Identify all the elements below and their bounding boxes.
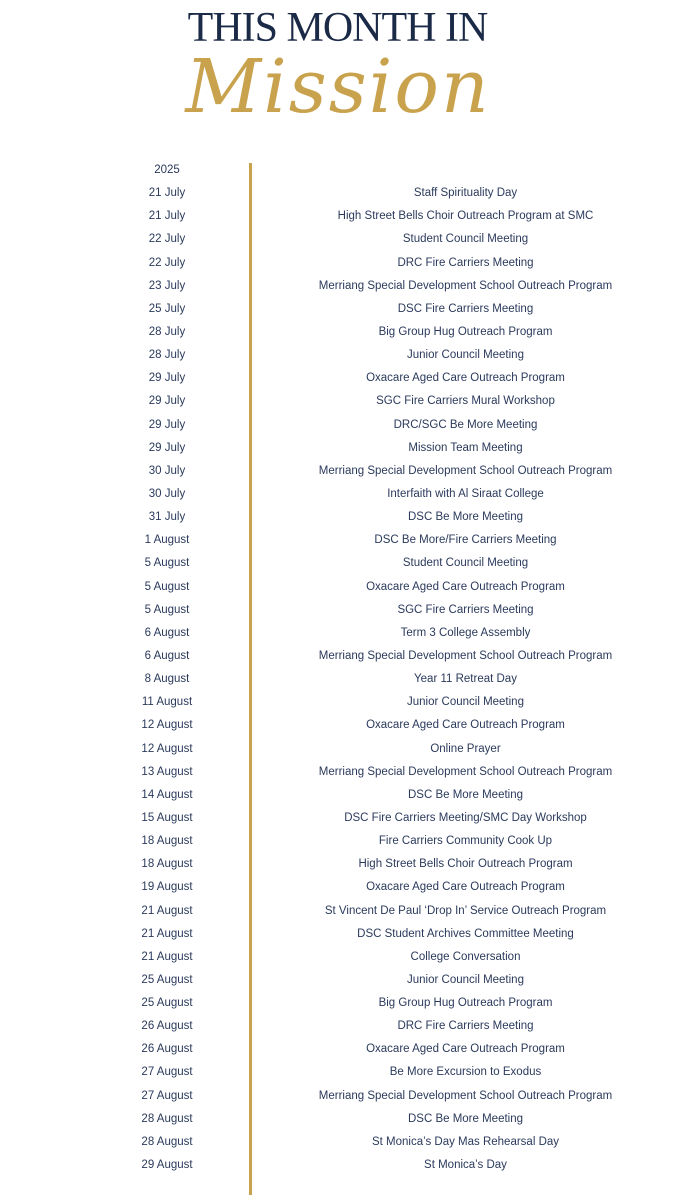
- event-name: Merriang Special Development School Outreach Program: [318, 765, 613, 778]
- event-name: DSC Student Archives Committee Meeting: [357, 927, 574, 940]
- event-date: 25 July: [148, 302, 186, 315]
- event-date: 18 August: [141, 835, 193, 848]
- event-date: 29 August: [141, 1159, 193, 1172]
- event-row: [0, 992, 675, 1015]
- event-row: [0, 275, 675, 298]
- event-name: Oxacare Aged Care Outreach Program: [366, 719, 565, 732]
- event-name: Big Group Hug Outreach Program: [378, 997, 553, 1010]
- event-name: Junior Council Meeting: [407, 973, 524, 986]
- event-row: [0, 691, 675, 714]
- event-date: 28 July: [148, 349, 186, 362]
- event-date: 14 August: [141, 788, 193, 801]
- event-date: 28 August: [141, 1135, 193, 1148]
- event-date: 1 August: [144, 534, 190, 547]
- event-name: Junior Council Meeting: [407, 696, 524, 709]
- event-name: Oxacare Aged Care Outreach Program: [366, 881, 565, 894]
- event-name: DSC Fire Carriers Meeting/SMC Day Workshop: [344, 811, 587, 824]
- event-date: 25 August: [141, 973, 193, 986]
- event-row: [0, 900, 675, 923]
- event-name: DSC Fire Carriers Meeting: [397, 302, 534, 315]
- event-name: SGC Fire Carriers Meeting: [397, 603, 534, 616]
- event-date: 6 August: [144, 626, 190, 639]
- event-row: [0, 622, 675, 645]
- event-date: 12 August: [141, 742, 193, 755]
- event-row: [0, 738, 675, 761]
- event-row: [0, 506, 675, 529]
- event-name: SGC Fire Carriers Mural Workshop: [376, 395, 555, 408]
- event-name: DRC/SGC Be More Meeting: [393, 418, 538, 431]
- event-row: [0, 298, 675, 321]
- event-date: 6 August: [144, 649, 190, 662]
- event-date: 18 August: [141, 858, 193, 871]
- event-name: Fire Carriers Community Cook Up: [378, 835, 553, 848]
- event-date: 11 August: [141, 696, 193, 709]
- event-row: [0, 576, 675, 599]
- event-row: [0, 483, 675, 506]
- event-name: St Monica’s Day: [424, 1159, 507, 1172]
- event-date: 30 July: [148, 464, 186, 477]
- event-date: 5 August: [144, 580, 190, 593]
- event-name: High Street Bells Choir Outreach Program at SMC: [337, 210, 594, 223]
- mission-script-text: Mission: [185, 44, 491, 130]
- event-name: Student Council Meeting: [402, 557, 529, 570]
- event-row: [0, 1061, 675, 1084]
- event-row: [0, 344, 675, 367]
- event-name: Year 11 Retreat Day: [414, 673, 517, 686]
- event-row: [0, 784, 675, 807]
- event-row: [0, 668, 675, 691]
- event-row: [0, 1154, 675, 1177]
- event-name: Mission Team Meeting: [408, 441, 523, 454]
- event-row: [0, 645, 675, 668]
- event-name: DRC Fire Carriers Meeting: [397, 1020, 534, 1033]
- event-date: 29 July: [148, 441, 186, 454]
- event-name: Staff Spirituality Day: [413, 187, 518, 200]
- event-date: 22 July: [148, 256, 186, 269]
- event-row: [0, 390, 675, 413]
- event-name: Merriang Special Development School Outreach Program: [318, 279, 613, 292]
- event-date: 31 July: [148, 511, 186, 524]
- mission-script-title: [0, 0, 675, 160]
- event-row: [0, 228, 675, 251]
- event-date: 29 July: [148, 418, 186, 431]
- event-date: 12 August: [141, 719, 193, 732]
- event-row: [0, 414, 675, 437]
- event-row: [0, 853, 675, 876]
- event-row: [0, 1038, 675, 1061]
- events-list: [0, 159, 675, 1177]
- event-name: DRC Fire Carriers Meeting: [397, 256, 534, 269]
- event-name: DSC Be More Meeting: [407, 1112, 524, 1125]
- event-row: [0, 182, 675, 205]
- event-name: DSC Be More Meeting: [407, 511, 524, 524]
- event-date: 29 July: [148, 372, 186, 385]
- year-row: [0, 159, 675, 182]
- event-row: [0, 367, 675, 390]
- event-name: St Vincent De Paul ‘Drop In’ Service Outreach Program: [324, 904, 607, 917]
- event-date: 27 August: [141, 1066, 193, 1079]
- event-row: [0, 876, 675, 899]
- event-name: St Monica’s Day Mas Rehearsal Day: [371, 1135, 560, 1148]
- event-row: [0, 205, 675, 228]
- event-name: Online Prayer: [430, 742, 501, 755]
- event-name: Big Group Hug Outreach Program: [378, 325, 553, 338]
- event-name: Merriang Special Development School Outreach Program: [318, 464, 613, 477]
- event-name: Term 3 College Assembly: [400, 626, 531, 639]
- event-row: [0, 946, 675, 969]
- event-name: Junior Council Meeting: [407, 349, 524, 362]
- event-row: [0, 714, 675, 737]
- year-label: 2025: [154, 164, 180, 176]
- event-name: DSC Be More/Fire Carriers Meeting: [374, 534, 557, 547]
- event-date: 23 July: [148, 279, 186, 292]
- event-date: 30 July: [148, 487, 186, 500]
- event-date: 25 August: [141, 997, 193, 1010]
- event-row: [0, 761, 675, 784]
- event-row: [0, 923, 675, 946]
- event-name: Be More Excursion to Exodus: [389, 1066, 542, 1079]
- event-name: DSC Be More Meeting: [407, 788, 524, 801]
- event-row: [0, 437, 675, 460]
- event-date: 21 August: [141, 927, 193, 940]
- event-row: [0, 1108, 675, 1131]
- event-row: [0, 552, 675, 575]
- page-title: THIS MONTH IN: [187, 5, 488, 51]
- event-row: [0, 1085, 675, 1108]
- event-name: High Street Bells Choir Outreach Program: [358, 858, 573, 871]
- event-row: [0, 1131, 675, 1154]
- event-date: 13 August: [141, 765, 193, 778]
- event-row: [0, 599, 675, 622]
- event-name: Merriang Special Development School Outreach Program: [318, 1089, 613, 1102]
- event-date: 26 August: [141, 1043, 193, 1056]
- event-row: [0, 969, 675, 992]
- event-row: [0, 1015, 675, 1038]
- event-row: [0, 252, 675, 275]
- event-date: 21 August: [141, 950, 193, 963]
- event-name: Student Council Meeting: [402, 233, 529, 246]
- event-date: 28 August: [141, 1112, 193, 1125]
- event-row: [0, 460, 675, 483]
- event-date: 27 August: [141, 1089, 193, 1102]
- event-name: Oxacare Aged Care Outreach Program: [366, 1043, 565, 1056]
- event-date: 21 July: [148, 187, 186, 200]
- event-date: 15 August: [141, 811, 193, 824]
- event-date: 5 August: [144, 603, 190, 616]
- event-date: 8 August: [144, 673, 190, 686]
- event-name: Oxacare Aged Care Outreach Program: [366, 580, 565, 593]
- event-date: 19 August: [141, 881, 193, 894]
- event-row: [0, 830, 675, 853]
- event-date: 28 July: [148, 325, 186, 338]
- event-name: Interfaith with Al Siraat College: [387, 487, 544, 500]
- event-row: [0, 321, 675, 344]
- event-date: 26 August: [141, 1020, 193, 1033]
- event-date: 29 July: [148, 395, 186, 408]
- event-date: 21 August: [141, 904, 193, 917]
- event-name: College Conversation: [410, 950, 521, 963]
- event-date: 21 July: [148, 210, 186, 223]
- event-name: Merriang Special Development School Outreach Program: [318, 649, 613, 662]
- event-row: [0, 529, 675, 552]
- event-name: Oxacare Aged Care Outreach Program: [366, 372, 565, 385]
- event-date: 22 July: [148, 233, 186, 246]
- event-row: [0, 807, 675, 830]
- page-header: [0, 0, 675, 160]
- event-date: 5 August: [144, 557, 190, 570]
